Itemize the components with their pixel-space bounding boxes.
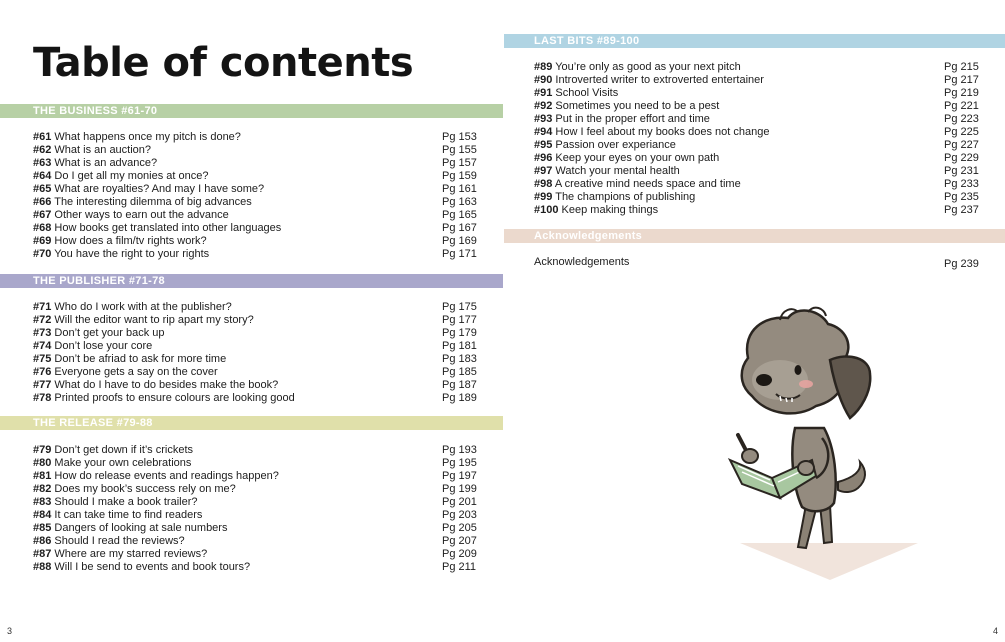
entry-title: You’re only as good as your next pitch xyxy=(555,61,741,73)
entry-page: Pg 183 xyxy=(442,353,477,365)
entry-page: Pg 239 xyxy=(944,258,979,270)
entry-title: Will the editor want to rip apart my story? xyxy=(54,314,254,326)
toc-entry[interactable] xyxy=(33,535,503,548)
toc-entry[interactable] xyxy=(534,61,984,74)
entry-title: A creative mind needs space and time xyxy=(554,178,741,190)
entry-page: Pg 157 xyxy=(442,157,477,169)
toc-entry[interactable] xyxy=(33,209,503,222)
entry-number: #72 xyxy=(33,314,52,326)
entry-number: #77 xyxy=(33,379,52,391)
toc-entry[interactable] xyxy=(534,191,984,204)
entry-title: Watch your mental health xyxy=(555,165,680,177)
toc-entry[interactable] xyxy=(33,470,503,483)
entry-page: Pg 181 xyxy=(442,340,477,352)
entry-title: Everyone gets a say on the cover xyxy=(54,366,218,378)
entry-number: #100 xyxy=(534,204,559,216)
toc-entry[interactable] xyxy=(534,204,984,217)
page-number-left: 3 xyxy=(7,626,13,636)
toc-entry[interactable] xyxy=(534,178,984,191)
entry-number: #66 xyxy=(33,196,52,208)
entry-title: What is an auction? xyxy=(54,144,152,156)
entry-page: Pg 155 xyxy=(442,144,477,156)
section-header-business: THE BUSINESS #61-70 xyxy=(0,104,503,118)
entry-page: Pg 203 xyxy=(442,509,477,521)
toc-entry[interactable] xyxy=(33,561,503,574)
entry-number: #65 xyxy=(33,183,52,195)
entry-page: Pg 177 xyxy=(442,314,477,326)
entry-page: Pg 207 xyxy=(442,535,477,547)
entry-title: The champions of publishing xyxy=(555,191,696,203)
entry-page: Pg 163 xyxy=(442,196,477,208)
entry-title: Dangers of looking at sale numbers xyxy=(54,522,228,534)
entry-number: #62 xyxy=(33,144,52,156)
entry-number: #68 xyxy=(33,222,52,234)
entry-page: Pg 215 xyxy=(944,61,979,73)
entry-page: Pg 227 xyxy=(944,139,979,151)
toc-entry[interactable] xyxy=(33,392,503,405)
toc-entry[interactable] xyxy=(534,74,984,87)
entry-number: #90 xyxy=(534,74,553,86)
entry-number: #70 xyxy=(33,248,52,260)
entry-title: How books get translated into other languages xyxy=(54,222,282,234)
entry-number: #86 xyxy=(33,535,52,547)
entry-number: #67 xyxy=(33,209,52,221)
entry-number: #73 xyxy=(33,327,52,339)
entry-page: Pg 195 xyxy=(442,457,477,469)
entry-page: Pg 209 xyxy=(442,548,477,560)
entry-page: Pg 217 xyxy=(944,74,979,86)
entry-page: Pg 231 xyxy=(944,165,979,177)
entry-number: #98 xyxy=(534,178,553,190)
business-entries xyxy=(33,131,503,261)
entry-number: #80 xyxy=(33,457,52,469)
toc-entry[interactable] xyxy=(33,131,503,144)
entry-page: Pg 171 xyxy=(442,248,477,260)
entry-page: Pg 193 xyxy=(442,444,477,456)
section-header-release: THE RELEASE #79-88 xyxy=(0,416,503,430)
entry-title: Put in the proper effort and time xyxy=(555,113,710,125)
entry-page: Pg 197 xyxy=(442,470,477,482)
entry-title: Where are my starred reviews? xyxy=(54,548,208,560)
entry-title: Keep making things xyxy=(561,204,659,216)
entry-title: How does a film/tv rights work? xyxy=(54,235,207,247)
entry-page: Pg 233 xyxy=(944,178,979,190)
entry-title: Should I read the reviews? xyxy=(54,535,185,547)
entry-title: It can take time to find readers xyxy=(54,509,203,521)
toc-entry[interactable] xyxy=(33,170,503,183)
section-header-acknowledgements: Acknowledgements xyxy=(504,229,1005,243)
entry-title: What is an advance? xyxy=(54,157,158,169)
entry-number: #69 xyxy=(33,235,52,247)
toc-entry[interactable] xyxy=(534,152,984,165)
toc-entry[interactable] xyxy=(534,165,984,178)
toc-entry[interactable] xyxy=(33,196,503,209)
page-title: Table of contents xyxy=(33,40,414,86)
section-header-last-bits: LAST BITS #89-100 xyxy=(504,34,1005,48)
entry-title: Who do I work with at the publisher? xyxy=(54,301,232,313)
entry-number: #76 xyxy=(33,366,52,378)
dog-reading-book-illustration xyxy=(720,300,930,590)
toc-entry[interactable] xyxy=(534,113,984,126)
entry-title: Other ways to earn out the advance xyxy=(54,209,229,221)
entry-title: Do I get all my monies at once? xyxy=(54,170,209,182)
entry-title: What do I have to do besides make the book? xyxy=(54,379,279,391)
entry-page: Pg 211 xyxy=(442,561,477,573)
entry-number: #87 xyxy=(33,548,52,560)
entry-title: What are royalties? And may I have some? xyxy=(54,183,265,195)
toc-entry[interactable] xyxy=(33,314,503,327)
entry-number: #99 xyxy=(534,191,553,203)
publisher-entries xyxy=(33,301,503,405)
entry-number: #82 xyxy=(33,483,52,495)
entry-title: Will I be send to events and book tours? xyxy=(54,561,251,573)
toc-entry[interactable] xyxy=(33,248,503,261)
entry-number: #95 xyxy=(534,139,553,151)
entry-number: #96 xyxy=(534,152,553,164)
entry-title: School Visits xyxy=(555,87,619,99)
entry-number: #85 xyxy=(33,522,52,534)
entry-title: What happens once my pitch is done? xyxy=(54,131,241,143)
entry-page: Pg 235 xyxy=(944,191,979,203)
toc-entry[interactable] xyxy=(33,522,503,535)
release-entries xyxy=(33,444,503,574)
toc-entry[interactable] xyxy=(33,366,503,379)
entry-title: Keep your eyes on your own path xyxy=(555,152,720,164)
entry-page: Pg 189 xyxy=(442,392,477,404)
toc-entry[interactable] xyxy=(33,327,503,340)
toc-entry[interactable] xyxy=(33,301,503,314)
entry-page: Pg 205 xyxy=(442,522,477,534)
toc-entry[interactable] xyxy=(33,353,503,366)
toc-entry[interactable] xyxy=(33,548,503,561)
entry-page: Pg 229 xyxy=(944,152,979,164)
entry-title: Acknowledgements xyxy=(534,256,630,268)
entry-title: Does my book’s success rely on me? xyxy=(54,483,236,495)
toc-entry[interactable] xyxy=(33,340,503,353)
entry-page: Pg 167 xyxy=(442,222,477,234)
entry-number: #89 xyxy=(534,61,553,73)
entry-number: #91 xyxy=(534,87,553,99)
entry-number: #84 xyxy=(33,509,52,521)
entry-page: Pg 219 xyxy=(944,87,979,99)
entry-title: Don’t get down if it’s crickets xyxy=(54,444,193,456)
entry-number: #64 xyxy=(33,170,52,182)
entry-number: #79 xyxy=(33,444,52,456)
entry-number: #92 xyxy=(534,100,553,112)
entry-title: Printed proofs to ensure colours are looking good xyxy=(54,392,295,404)
entry-title: Don’t be afriad to ask for more time xyxy=(54,353,227,365)
toc-entry[interactable] xyxy=(33,235,503,248)
entry-number: #88 xyxy=(33,561,52,573)
section-header-publisher: THE PUBLISHER #71-78 xyxy=(0,274,503,288)
toc-entry[interactable] xyxy=(534,256,984,269)
entry-title: How I feel about my books does not change xyxy=(555,126,770,138)
toc-entry[interactable] xyxy=(534,126,984,139)
toc-entry[interactable] xyxy=(33,496,503,509)
entry-number: #81 xyxy=(33,470,52,482)
entry-title: Introverted writer to extroverted entertainer xyxy=(555,74,764,86)
entry-number: #78 xyxy=(33,392,52,404)
entry-page: Pg 199 xyxy=(442,483,477,495)
toc-entry[interactable] xyxy=(33,457,503,470)
entry-title: Sometimes you need to be a pest xyxy=(555,100,720,112)
entry-title: Don’t lose your core xyxy=(54,340,153,352)
entry-page: Pg 153 xyxy=(442,131,477,143)
entry-title: How do release events and readings happen? xyxy=(54,470,279,482)
entry-page: Pg 161 xyxy=(442,183,477,195)
entry-number: #75 xyxy=(33,353,52,365)
toc-entry[interactable] xyxy=(33,444,503,457)
toc-entry[interactable] xyxy=(33,144,503,157)
entry-number: #83 xyxy=(33,496,52,508)
entry-page: Pg 179 xyxy=(442,327,477,339)
toc-entry[interactable] xyxy=(534,100,984,113)
toc-entry[interactable] xyxy=(33,157,503,170)
entry-page: Pg 225 xyxy=(944,126,979,138)
toc-entry[interactable] xyxy=(33,379,503,392)
entry-page: Pg 223 xyxy=(944,113,979,125)
entry-number: #63 xyxy=(33,157,52,169)
entry-title: The interesting dilemma of big advances xyxy=(54,196,252,208)
entry-page: Pg 159 xyxy=(442,170,477,182)
entry-page: Pg 175 xyxy=(442,301,477,313)
toc-entry[interactable] xyxy=(534,139,984,152)
entry-number: #61 xyxy=(33,131,52,143)
entry-number: #74 xyxy=(33,340,52,352)
entry-page: Pg 237 xyxy=(944,204,979,216)
entry-number: #97 xyxy=(534,165,553,177)
toc-entry[interactable] xyxy=(33,483,503,496)
entry-title: You have the right to your rights xyxy=(54,248,210,260)
last-bits-entries xyxy=(534,61,984,217)
entry-title: Make your own celebrations xyxy=(54,457,192,469)
entry-page: Pg 187 xyxy=(442,379,477,391)
acknowledgements-entries xyxy=(534,256,984,269)
entry-title: Passion over experiance xyxy=(555,139,676,151)
entry-page: Pg 201 xyxy=(442,496,477,508)
entry-number: #93 xyxy=(534,113,553,125)
toc-entry[interactable] xyxy=(33,509,503,522)
entry-title: Should I make a book trailer? xyxy=(54,496,198,508)
entry-page: Pg 185 xyxy=(442,366,477,378)
entry-page: Pg 165 xyxy=(442,209,477,221)
entry-number: #71 xyxy=(33,301,52,313)
entry-title: Don’t get your back up xyxy=(54,327,165,339)
toc-entry[interactable] xyxy=(33,222,503,235)
toc-entry[interactable] xyxy=(534,87,984,100)
entry-page: Pg 221 xyxy=(944,100,979,112)
entry-page: Pg 169 xyxy=(442,235,477,247)
page-number-right: 4 xyxy=(993,626,999,636)
toc-entry[interactable] xyxy=(33,183,503,196)
entry-number: #94 xyxy=(534,126,553,138)
